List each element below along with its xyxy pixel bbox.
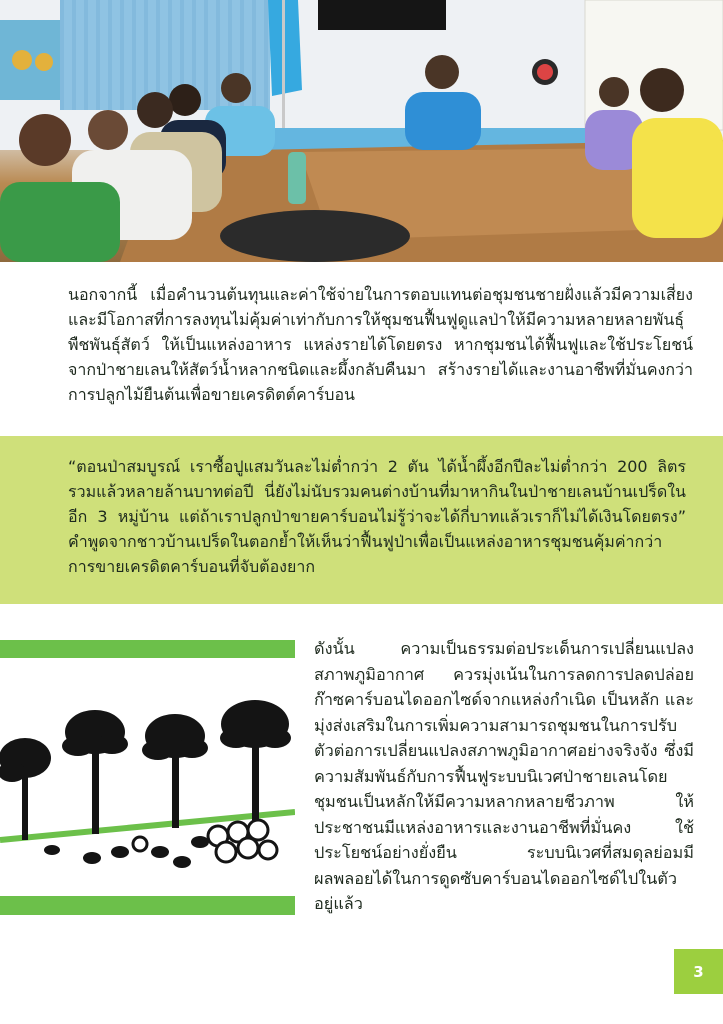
mangrove-illustration bbox=[0, 640, 295, 915]
page-number-badge: 3 bbox=[674, 949, 723, 994]
intro-paragraph: นอกจากนี้ เมื่อคำนวนต้นทุนและค่าใช้จ่ายในการตอบแทนต่อชุมชนชายฝั่งแล้วมีความเสี่ยงและมีโอกาสที่การลงทุนไม่คุ้มค่าเท่ากับการให้ชุมชนฟื้นฟูดูแลป่าให้มีความหลายหลายพันธุ์พืชพันธุ์สัตว์ ให้เป็นแหล่งอาหาร แหล่งรายได้โดยตรง หากชุมชนได้ฟื้นฟูและใช้ประโยชน์จากป่าชายเลนให้สัตว์น้ำหลากชนิดและผึ้งกลับคืนมา สร้างรายได้และงานอาชีพที่มั่นคงกว่าการปลูกไม้ยืนต้นเพื่อขายเครดิตต์คาร์บอน bbox=[68, 285, 693, 404]
meeting-photo bbox=[0, 0, 723, 262]
conclusion-paragraph: ดังนั้น ความเป็นธรรมต่อประเด็นการเปลี่ยนแปลงสภาพภูมิอากาศ ควรมุ่งเน้นในการลดการปลดปล่อยก๊าซคาร์บอนไดออกไซด์จากแหล่งกำเนิด เป็นหลัก และมุ่งส่งเสริมในการเพิ่มความสามารถชุมชนในการปรับตัวต่อการเปลี่ยนแปลงสภาพภูมิอากาศอย่างจริงจัง ซึ่งมีความสัมพันธ์กับการฟื้นฟูระบบนิเวศป่าชายเลนโดยชุมชนเป็นหลักให้มีความหลากหลายชีวภาพ ให้ประชาชนมีแหล่งอาหารและงานอาชีพที่มั่นคง ใช้ประโยชน์อย่างยั่งยืน ระบบนิเวศที่สมดุลย่อมมีผลพลอยได้ในการดูดซับคาร์บอนไดออกไซด์ไปในตัวอยู่แล้ว bbox=[314, 639, 694, 913]
villager-quote: “ตอนป่าสมบูรณ์ เราซื้อปูแสมวันละไม่ต่ำกว่า 2 ตัน ได้น้ำผึ้งอีกปีละไม่ต่ำกว่า 200 ลิตร รวมแล้วหลายล้านบาทต่อปี นี่ยังไม่นับรวมคนต่างบ้านที่มาหากินในป่าชายเลนบ้านเปร็ดในอีก 3 หมู่บ้าน แต่ถ้าเราปลูกป่าขายคาร์บอนไม่รู้ว่าจะได้กี่บาทแล้วเราก็ไม่ได้เงินโดยตรง” คำพูดจากชาวบ้านเปร็ดในตอกย้ำให้เห็นว่าฟื้นฟูป่าเพื่อเป็นแหล่งอาหารชุมชนคุ้มค่ากว่าการขายเครดิตคาร์บอนที่จับต้องยาก bbox=[68, 457, 686, 576]
